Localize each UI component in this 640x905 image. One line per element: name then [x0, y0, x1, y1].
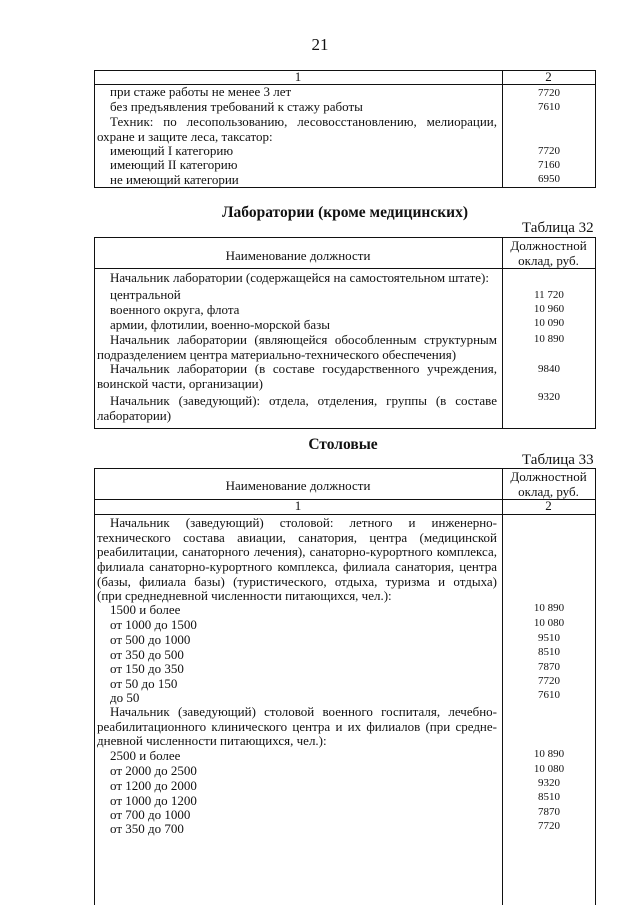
column-header-salary	[502, 469, 595, 499]
text-line: Начальник (заведующий) столовой: летного и инженерно-	[110, 515, 497, 530]
table-row-label: от 700 до 1000	[110, 807, 191, 822]
table-row-value: 10 890	[533, 602, 565, 614]
table-row-value: 10 080	[533, 763, 565, 775]
table-row-label: от 500 до 1000	[110, 632, 191, 647]
table-label-33: Таблица 33	[522, 452, 594, 468]
text-line: Начальник лаборатории (в составе государственного учреждения,	[110, 361, 497, 376]
text-line: Начальник лаборатории (являющейся обособленным структурным	[110, 332, 497, 347]
table-row-value: 11 720	[534, 289, 564, 301]
table-row-label: Начальник лаборатории (содержащейся на самостоятельном штате):	[110, 270, 489, 285]
header-line: оклад, руб.	[518, 484, 579, 499]
table-row-value: 7870	[538, 661, 560, 673]
text-line: реабилитационного клинического центра и их филиалов (при средне-	[97, 718, 497, 734]
table-label-32: Таблица 32	[522, 220, 594, 236]
column-number-2: 2	[545, 498, 552, 513]
table-row-value: 10 090	[533, 317, 565, 329]
table-row-label: от 150 до 350	[110, 661, 184, 676]
table-row-label: при стаже работы не менее 3 лет	[110, 84, 292, 99]
text-line: Начальник (заведующий) столовой военного госпиталя, лечебно-	[110, 704, 497, 719]
canteen-block1-description	[97, 516, 497, 604]
page-number: 21	[311, 35, 329, 54]
table-row-label	[97, 362, 497, 391]
table-row-label: от 50 до 150	[110, 676, 178, 691]
table-row-label: 1500 и более	[110, 602, 181, 617]
table-row-label: не имеющий категории	[110, 172, 239, 187]
table-row-label	[97, 394, 497, 423]
table-row-value: 9320	[538, 391, 560, 403]
canteen-block2-description	[97, 705, 497, 749]
table-row-label: от 350 до 500	[110, 647, 184, 662]
text-line: реабилитации, санаторного лечения), санаторно-курортного комплекса,	[97, 544, 497, 560]
table-row-value: 7720	[538, 145, 560, 157]
table-row-value: 6950	[538, 173, 560, 185]
table-row-label	[97, 333, 497, 362]
table-row-label: 2500 и более	[110, 748, 181, 763]
table-row-label: имеющий I категорию	[110, 143, 234, 158]
table-row-label	[97, 115, 497, 144]
table-row-value: 8510	[538, 791, 560, 803]
text-line: технического состава авиации, санатория, центра (медицинской	[97, 529, 497, 545]
table-row-value: 10 890	[533, 748, 565, 760]
table-row-value: 8510	[538, 646, 560, 658]
table-row-label: до 50	[110, 690, 140, 705]
table-row-label: центральной	[110, 287, 181, 302]
table-row-value: 9320	[538, 777, 560, 789]
table-row-value: 10 890	[533, 333, 565, 345]
table-row-value: 9840	[538, 363, 560, 375]
table-row-value: 10 960	[533, 303, 565, 315]
table-row-value: 7160	[538, 159, 560, 171]
column-number-1: 1	[294, 498, 302, 513]
table-row-value: 7610	[538, 689, 560, 701]
table-row-label: от 350 до 700	[110, 821, 184, 836]
column-number-2: 2	[545, 69, 552, 84]
header-line: Должностной	[510, 238, 587, 253]
column-number-1: 1	[294, 69, 302, 84]
table-row-label: от 1000 до 1500	[110, 617, 197, 632]
text-line: лаборатории)	[97, 407, 172, 423]
header-line: Должностной	[510, 469, 587, 484]
table-row-label: имеющий II категорию	[110, 157, 238, 172]
table-row-value: 10 080	[533, 617, 565, 629]
table-row-value: 9510	[538, 632, 560, 644]
column-header-name: Наименование должности	[225, 248, 371, 263]
text-line: филиала санаторно-курортного комплекса, филиала санатория, центра	[97, 559, 497, 575]
section-title-canteens: Столовые	[308, 436, 378, 453]
column-header-name: Наименование должности	[225, 478, 371, 493]
table-row-label: армии, флотилии, военно-морской базы	[110, 317, 331, 332]
column-header-salary	[502, 238, 595, 268]
section-title-labs: Лаборатории (кроме медицинских)	[221, 204, 468, 221]
table-row-value: 7720	[538, 820, 560, 832]
table-row-label: от 1200 до 2000	[110, 778, 197, 793]
table-row-value: 7610	[538, 101, 560, 113]
text-line: воинской части, организации)	[97, 375, 263, 391]
table-row-label: военного округа, флота	[110, 302, 240, 317]
text-line: подразделением центра материально-технического обеспечения)	[97, 346, 457, 362]
text-line: Начальник (заведующий): отдела, отделения, группы (в составе	[110, 393, 497, 408]
header-line: оклад, руб.	[518, 253, 579, 268]
table-row-label: от 2000 до 2500	[110, 763, 197, 778]
table-row-value: 7720	[538, 675, 560, 687]
text-line: (базы, филиала базы) (туристического, отдыха, туризма и отдыха)	[97, 573, 497, 589]
text-line: (при среднедневной численности питающихся, чел.):	[97, 588, 392, 604]
text-line: Техник: по лесопользованию, лесовосстановлению, мелиорации,	[110, 114, 497, 129]
table-row-label: без предъявления требований к стажу работы	[110, 99, 363, 114]
table-row-value: 7720	[538, 87, 560, 99]
text-line: охране и защите леса, таксатор:	[97, 128, 273, 144]
table-row-label: от 1000 до 1200	[110, 793, 197, 808]
table-row-value: 7870	[538, 806, 560, 818]
text-line: дневной численности питающихся, чел.):	[97, 733, 327, 749]
